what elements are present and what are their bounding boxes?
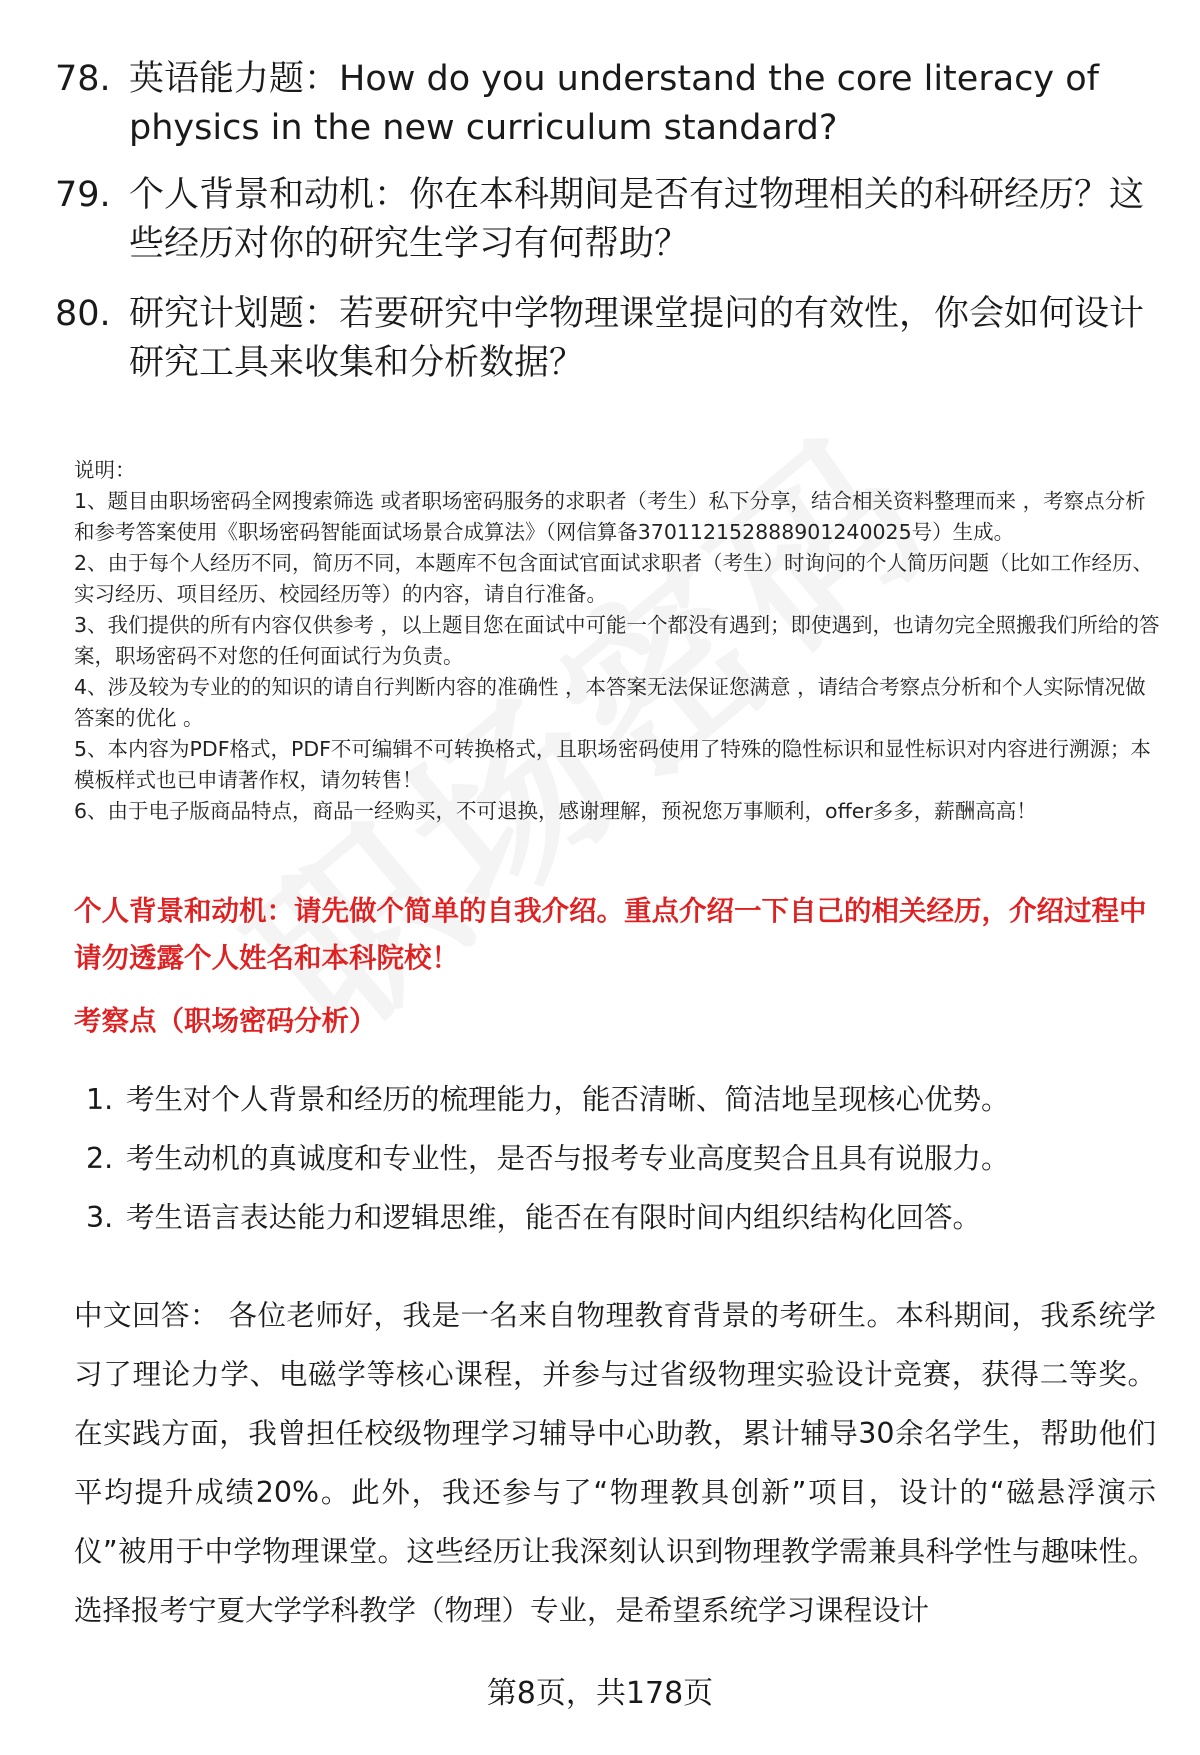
analysis-heading: 考察点（职场密码分析） xyxy=(74,1005,377,1037)
list-item-text: 考生语言表达能力和逻辑思维，能否在有限时间内组织结构化回答。 xyxy=(126,1201,982,1234)
current-question: 个人背景和动机：请先做个简单的自我介绍。重点介绍一下自己的相关经历，介绍过程中请勿透露个人姓名和本科院校！ xyxy=(74,895,1147,974)
question-text: 研究计划题：若要研究中学物理课堂提问的有效性，你会如何设计研究工具来收集和分析数据？ xyxy=(129,294,1145,383)
question-number: 78. xyxy=(55,59,111,99)
disclaimer-notes xyxy=(74,455,1160,827)
note-item: 4、涉及较为专业的的知识的请自行判断内容的准确性 ，本答案无法保证您满意 ，请结合考察点分析和个人实际情况做答案的优化 。 xyxy=(74,675,1146,730)
note-item: 2、由于每个人经历不同，简历不同，本题库不包含面试官面试求职者（考生）时询问的个人简历问题（比如工作经历、实习经历、项目经历、校园经历等）的内容，请自行准备。 xyxy=(74,551,1154,606)
answer-text: 中文回答： 各位老师好，我是一名来自物理教育背景的考研生。本科期间，我系统学习了理论力学、电磁学等核心课程，并参与过省级物理实验设计竞赛，获得二等奖。在实践方面，我曾担任校级物理学习辅导中心助教，累计辅导30余名学生，帮助他们平均提升成绩20%。此外，我还参与了“物理教具创新”项目，设计的“磁悬浮演示仪”被用于中学物理课堂。这些经历让我深刻认识到物理教学需兼具科学性与趣味性。选择报考宁夏大学学科教学（物理）专业，是希望系统学习课程设计 xyxy=(74,1299,1156,1627)
analysis-points xyxy=(86,1080,1166,1257)
question-text: 英语能力题：How do you understand the core literacy of physics in the new curriculum standard? xyxy=(129,59,1099,148)
page-number: 第8页，共178页 xyxy=(486,1676,714,1711)
question-number: 80. xyxy=(55,294,111,334)
list-item-number: 2. xyxy=(86,1142,114,1175)
notes-title: 说明： xyxy=(74,458,136,482)
list-item xyxy=(86,1139,1166,1198)
note-item: 5、本内容为PDF格式，PDF不可编辑不可转换格式，且职场密码使用了特殊的隐性标识和显性标识对内容进行溯源；本模板样式也已申请著作权，请勿转售！ xyxy=(74,737,1151,792)
list-item xyxy=(86,1198,1166,1257)
list-item-text: 考生动机的真诚度和专业性，是否与报考专业高度契合且具有说服力。 xyxy=(126,1142,1010,1175)
question-text: 个人背景和动机：你在本科期间是否有过物理相关的科研经历？这些经历对你的研究生学习有何帮助？ xyxy=(129,175,1145,264)
note-item: 6、由于电子版商品特点，商品一经购买，不可退换，感谢理解，预祝您万事顺利，offer多多，薪酬高高！ xyxy=(74,799,1037,823)
list-item-number: 3. xyxy=(86,1201,114,1234)
note-item: 3、我们提供的所有内容仅供参考 ，以上题目您在面试中可能一个都没有遇到；即使遇到，也请勿完全照搬我们所给的答案，职场密码不对您的任何面试行为负责。 xyxy=(74,613,1160,668)
question-number: 79. xyxy=(55,175,111,215)
list-item-number: 1. xyxy=(86,1083,114,1116)
question-78 xyxy=(55,55,1155,153)
note-item: 1、题目由职场密码全网搜索筛选 或者职场密码服务的求职者（考生）私下分享，结合相关资料整理而来 ，考察点分析和参考答案使用《职场密码智能面试场景合成算法》（网信算备370112152888901240025号）生成。 xyxy=(74,489,1146,544)
question-79 xyxy=(55,171,1155,269)
list-item xyxy=(86,1080,1166,1139)
list-item-text: 考生对个人背景和经历的梳理能力，能否清晰、简洁地呈现核心优势。 xyxy=(126,1083,1010,1116)
question-80 xyxy=(55,290,1155,388)
